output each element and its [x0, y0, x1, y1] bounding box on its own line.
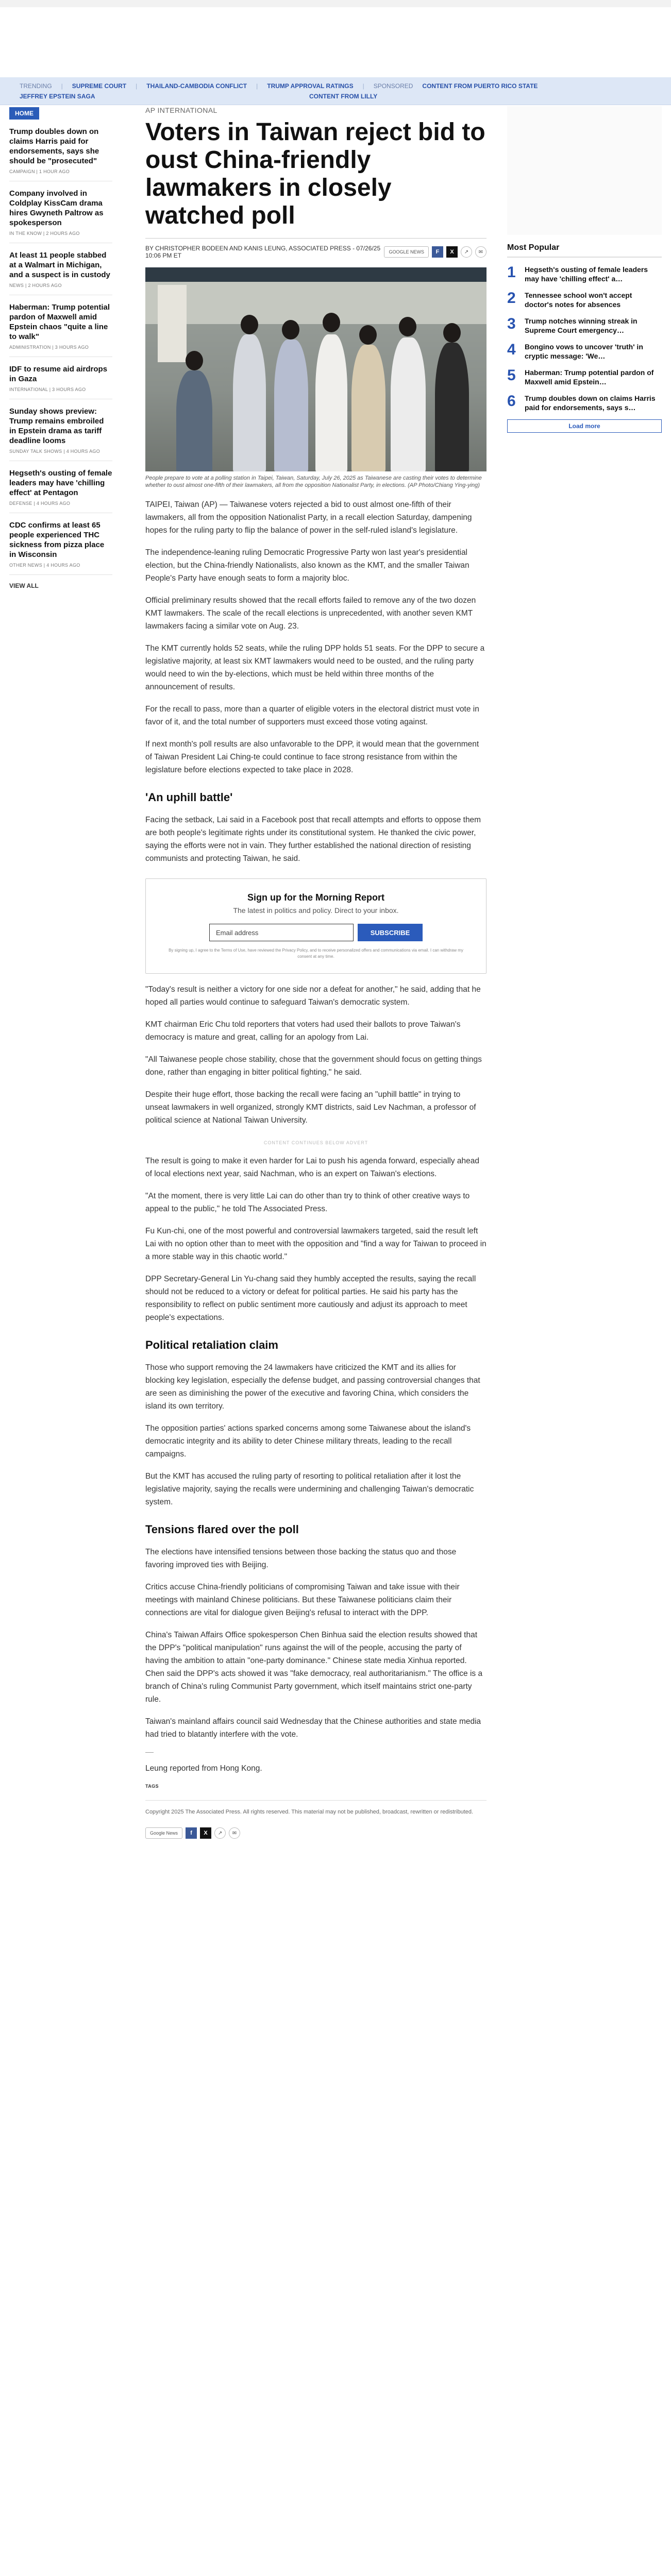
trending-row-1: TRENDING | SUPREME COURT | THAILAND-CAMBODIA CONFLICT | TRUMP APPROVAL RATINGS | SPONSORED CONTENT FROM PUERTO RICO STATE	[20, 82, 538, 90]
paragraph: Despite their huge effort, those backing the recall were facing an "uphill battle" in trying to unseat lawmakers in well organized, strongly KMT districts, said Lev Nachman, a professor of political science at National Taiwan University.	[145, 1090, 476, 1125]
left-story-title: Hegseth's ousting of female leaders may have 'chilling effect' at Pentagon	[9, 469, 112, 497]
byline-text: BY CHRISTOPHER BODEEN AND KANIS LEUNG, ASSOCIATED PRESS - 07/26/25 10:06 PM ET	[145, 245, 381, 259]
paragraph: Fu Kun-chi, one of the most powerful and controversial lawmakers targeted, said the result left Lai with no option other than to meet with the opposition and "find a way for Taiwan to proceed in a more stable way in this chaotic world."	[145, 1227, 487, 1261]
share-bar-bottom	[145, 1827, 487, 1839]
left-story[interactable]	[9, 406, 112, 461]
sponsored-label: SPONSORED	[373, 82, 413, 90]
left-story-meta: IN THE KNOW | 2 HOURS AGO	[9, 231, 80, 236]
article-headline: Voters in Taiwan reject bid to oust China-friendly lawmakers in closely watched poll	[145, 118, 485, 229]
most-popular-item[interactable]	[507, 291, 662, 309]
share-bar	[384, 246, 487, 258]
facebook-icon[interactable]: f	[186, 1827, 197, 1839]
left-rail	[9, 106, 112, 589]
signup-subtitle: The latest in politics and policy. Direct to your inbox.	[233, 906, 399, 914]
paragraph: The elections have intensified tensions between those backing the status quo and those favoring improved ties with Beijing.	[145, 1548, 457, 1569]
browser-top-strip	[0, 0, 671, 7]
load-more-button[interactable]: Load more	[507, 419, 662, 433]
left-story-title: Haberman: Trump potential pardon of Maxwell amid Epstein chaos "quite a line to walk"	[9, 303, 110, 341]
paragraph: For the recall to pass, more than a quarter of eligible voters in the electoral district must vote in favor of it, and the total number of supporters must exceed those voting against.	[145, 705, 479, 726]
paragraph: KMT chairman Eric Chu told reporters that voters had used their ballots to prove Taiwan's democracy is mature and great, calling for an apology from Lai.	[145, 1020, 461, 1042]
paragraph: The independence-leaning ruling Democratic Progressive Party won last year's presidential election, but the China-friendly Nationalists, also known as the KMT, and the smaller Taiwan People's Party have enough seats to form a majority bloc.	[145, 548, 469, 583]
paragraph: The opposition parties' actions sparked concerns among some Taiwanese about the island's democratic integrity and its ability to deter Chinese military threats, leading to the recall campaigns.	[145, 1424, 471, 1459]
signoff: Leung reported from Hong Kong.	[145, 1764, 262, 1773]
paragraph: Taiwan's mainland affairs council said Wednesday that the Chinese authorities and state media had tried to blatantly interfere with the vote.	[145, 1717, 481, 1739]
left-story[interactable]	[9, 468, 112, 513]
most-popular-title-text: Haberman: Trump potential pardon of Maxwell amid Epstein…	[525, 368, 654, 386]
share-icon[interactable]: ↗	[214, 1827, 226, 1839]
trending-link-epstein[interactable]: JEFFREY EPSTEIN SAGA	[20, 93, 95, 100]
left-story-meta: ADMINISTRATION | 3 HOURS AGO	[9, 345, 89, 350]
advert-label: CONTENT CONTINUES BELOW ADVERT	[263, 1140, 368, 1145]
photo-caption: People prepare to vote at a polling station in Taipei, Taiwan, Saturday, July 26, 2025 as Taiwanese are casting their votes to determine whether to oust almost one-fifth of their lawmakers, all from the opposition Nationalist Party, in elections. (AP Photo/Chiang Ying-ying)	[145, 475, 482, 488]
paragraph: Facing the setback, Lai said in a Facebook post that recall attempts and efforts to oppose them are both people's legitimate rights under its constitutional system. He thanked the civic power, saying the efforts were not in vain. They further established the national direction of resisting communists and protecting Taiwan, he said.	[145, 816, 481, 863]
paragraph: TAIPEI, Taiwan (AP) — Taiwanese voters rejected a bid to oust almost one-fifth of their lawmakers, all from the opposition Nationalist Party, in a recall election Saturday, dampening hopes for the ruling party to flip the balance of power in the self-ruled island's legislature.	[145, 500, 472, 535]
most-popular-rank: 2	[507, 290, 516, 307]
most-popular-title-text: Trump notches winning streak in Supreme Court emergency…	[525, 317, 638, 334]
left-story-title: CDC confirms at least 65 people experienced THC sickness from pizza place in Wisconsin	[9, 521, 105, 559]
share-icon[interactable]: ↗	[461, 246, 472, 258]
subheading-uphill: 'An uphill battle'	[145, 791, 233, 804]
most-popular-title-text: Hegseth's ousting of female leaders may have 'chilling effect' a…	[525, 265, 648, 283]
trending-link-supreme-court[interactable]: SUPREME COURT	[72, 82, 127, 90]
email-icon[interactable]: ✉	[475, 246, 487, 258]
subheading-tensions: Tensions flared over the poll	[145, 1523, 299, 1536]
copyright: Copyright 2025 The Associated Press. All rights reserved. This material may not be published, broadcast, rewritten or redistributed.	[145, 1800, 487, 1816]
subheading-political: Political retaliation claim	[145, 1338, 278, 1351]
left-story-meta: NEWS | 2 HOURS AGO	[9, 283, 62, 288]
google-news-button[interactable]: Google News	[145, 1827, 182, 1839]
most-popular-title-text: Trump doubles down on claims Harris paid for endorsements, says s…	[525, 394, 656, 412]
signup-title: Sign up for the Morning Report	[247, 892, 384, 903]
email-icon[interactable]: ✉	[229, 1827, 240, 1839]
signup-fine-print: By signing up, I agree to the Terms of Use, have reviewed the Privacy Policy, and to receive personalized offers and communications via email. I can withdraw my consent at any time.	[169, 948, 463, 959]
email-input[interactable]: Email address	[209, 924, 354, 941]
paragraph: China's Taiwan Affairs Office spokesperson Chen Binhua said the election results showed that the DPP's "political manipulation" runs against the will of the people, accusing the party of having the ambition to attain "one-party dominance." Chinese state media Xinhua reported. Chen said the DPP's acts showed it was "fake democracy, real authoritarianism." The office is a branch of China's ruling Communist Party government, which itself maintains strict one-party rule.	[145, 1631, 483, 1704]
most-popular-rank: 1	[507, 264, 516, 281]
trending-bar	[0, 77, 671, 105]
x-icon[interactable]: X	[200, 1827, 211, 1839]
most-popular-rank: 6	[507, 393, 516, 410]
left-story-meta: INTERNATIONAL | 3 HOURS AGO	[9, 387, 86, 392]
facebook-icon[interactable]: F	[432, 246, 443, 258]
most-popular-item[interactable]	[507, 394, 662, 412]
left-story-title: Company involved in Coldplay KissCam drama hires Gwyneth Paltrow as spokesperson	[9, 189, 104, 227]
left-story-meta: SUNDAY TALK SHOWS | 4 HOURS AGO	[9, 449, 100, 454]
most-popular-rank: 4	[507, 341, 516, 358]
left-story-title: Trump doubles down on claims Harris paid for endorsements, says she should be "prosecuted"	[9, 127, 99, 165]
article-section[interactable]: AP INTERNATIONAL	[145, 106, 217, 114]
most-popular-rank: 5	[507, 367, 516, 384]
most-popular-title: Most Popular	[507, 243, 662, 258]
article-body	[145, 498, 487, 1839]
newsletter-signup	[145, 878, 487, 974]
most-popular-rank: 3	[507, 315, 516, 332]
paragraph: Those who support removing the 24 lawmakers have criticized the KMT and its allies for blocking key legislation, especially the defense budget, and passing controversial changes that are seen as diminishing the power of the executive and favoring China, which considers the island its own territory.	[145, 1363, 480, 1411]
subscribe-button[interactable]: SUBSCRIBE	[358, 924, 423, 941]
x-icon[interactable]: X	[446, 246, 458, 258]
left-story-title: At least 11 people stabbed at a Walmart in Michigan, and a suspect is in custody	[9, 251, 110, 279]
paragraph: "All Taiwanese people chose stability, chose that the government should focus on getting things done, rather than engaging in bitter political fighting," he said.	[145, 1055, 482, 1077]
most-popular-item[interactable]	[507, 342, 662, 361]
left-story-meta: OTHER NEWS | 4 HOURS AGO	[9, 563, 80, 568]
left-story[interactable]	[9, 302, 112, 357]
paragraph: "At the moment, there is very little Lai can do other than try to think of other creative ways to appeal to the public," he told The Associated Press.	[145, 1192, 470, 1213]
trending-row-2	[20, 92, 95, 101]
paragraph: Critics accuse China-friendly politicians of compromising Taiwan and take issue with their meetings with mainland Chinese politicians. But these Taiwanese politicians claim their connections are vital for dialogue given Beijing's refusal to interact with the DPP.	[145, 1583, 460, 1617]
left-story[interactable]	[9, 250, 112, 295]
most-popular-title-text: Tennessee school won't accept doctor's notes for absences	[525, 291, 632, 309]
article-byline	[145, 238, 487, 259]
home-logo[interactable]: HOME	[9, 107, 39, 120]
left-story[interactable]	[9, 127, 112, 181]
left-story-title: IDF to resume aid airdrops in Gaza	[9, 365, 108, 383]
left-story-meta: CAMPAIGN | 1 HOUR AGO	[9, 169, 70, 174]
most-popular-title-text: Bongino vows to uncover 'truth' in cryptic message: 'We…	[525, 343, 643, 360]
paragraph: The KMT currently holds 52 seats, while the ruling DPP holds 51 seats. For the DPP to secure a legislative majority, at least six KMT lawmakers would need to be ousted, and the ruling party would need to win the by-elections, which must be held within three months of the announcement of results.	[145, 644, 485, 691]
paragraph: The result is going to make it even harder for Lai to push his agenda forward, especially ahead of local elections next year, said Nachman, who is an expert on Taiwan's elections.	[145, 1157, 479, 1178]
paragraph: But the KMT has accused the ruling party of resorting to political retaliation after it lost the legislative majority, saying the recalls were undermining and challenging Taiwan's democratic system.	[145, 1472, 474, 1506]
most-popular-item[interactable]	[507, 265, 662, 283]
ad-slot	[507, 106, 662, 235]
trending-link-thailand-cambodia[interactable]: THAILAND-CAMBODIA CONFLICT	[146, 82, 247, 90]
sponsored-link-puerto-rico[interactable]: CONTENT FROM PUERTO RICO STATE	[422, 82, 538, 90]
paragraph: Official preliminary results showed that the recall efforts failed to remove any of the two dozen KMT lawmakers. The scale of the recall elections is unprecedented, with another seven KMT lawmakers facing a similar vote on Aug. 23.	[145, 596, 476, 631]
article	[145, 106, 487, 1839]
left-story[interactable]	[9, 520, 112, 575]
paragraph: DPP Secretary-General Lin Yu-chang said they humbly accepted the results, saying the recall should not be reduced to a victory or defeat for political parties. He said his party has the responsibility to reflect on public sentiment more cautiously and adjust its approach to meet people's expectations.	[145, 1275, 476, 1322]
left-story[interactable]	[9, 364, 112, 399]
left-story[interactable]	[9, 189, 112, 243]
left-story-title: Sunday shows preview: Trump remains embroiled in Epstein drama as tariff deadline looms	[9, 407, 104, 445]
sponsored-link-lilly[interactable]: CONTENT FROM LILLY	[309, 93, 378, 100]
trending-label: TRENDING	[20, 82, 52, 90]
left-story-meta: DEFENSE | 4 HOURS AGO	[9, 501, 71, 506]
trending-link-trump-approval[interactable]: TRUMP APPROVAL RATINGS	[267, 82, 354, 90]
google-news-button[interactable]: GOOGLE NEWS	[384, 246, 429, 258]
trending-row-2-right	[309, 92, 377, 101]
right-rail	[507, 106, 662, 433]
tags-label: TAGS	[145, 1784, 159, 1789]
most-popular-item[interactable]	[507, 368, 662, 386]
article-photo	[145, 267, 487, 471]
paragraph: If next month's poll results are also unfavorable to the DPP, it would mean that the government of Taiwan President Lai Ching-te could continue to face strong resistance from within the legislature before elections expected to take place in 2028.	[145, 740, 479, 774]
most-popular-item[interactable]	[507, 316, 662, 335]
paragraph: "Today's result is neither a victory for one side nor a defeat for another," he said, adding that he hoped all parties would continue to safeguard Taiwan's democratic system.	[145, 985, 481, 1007]
view-all-link[interactable]: VIEW ALL	[9, 582, 39, 589]
